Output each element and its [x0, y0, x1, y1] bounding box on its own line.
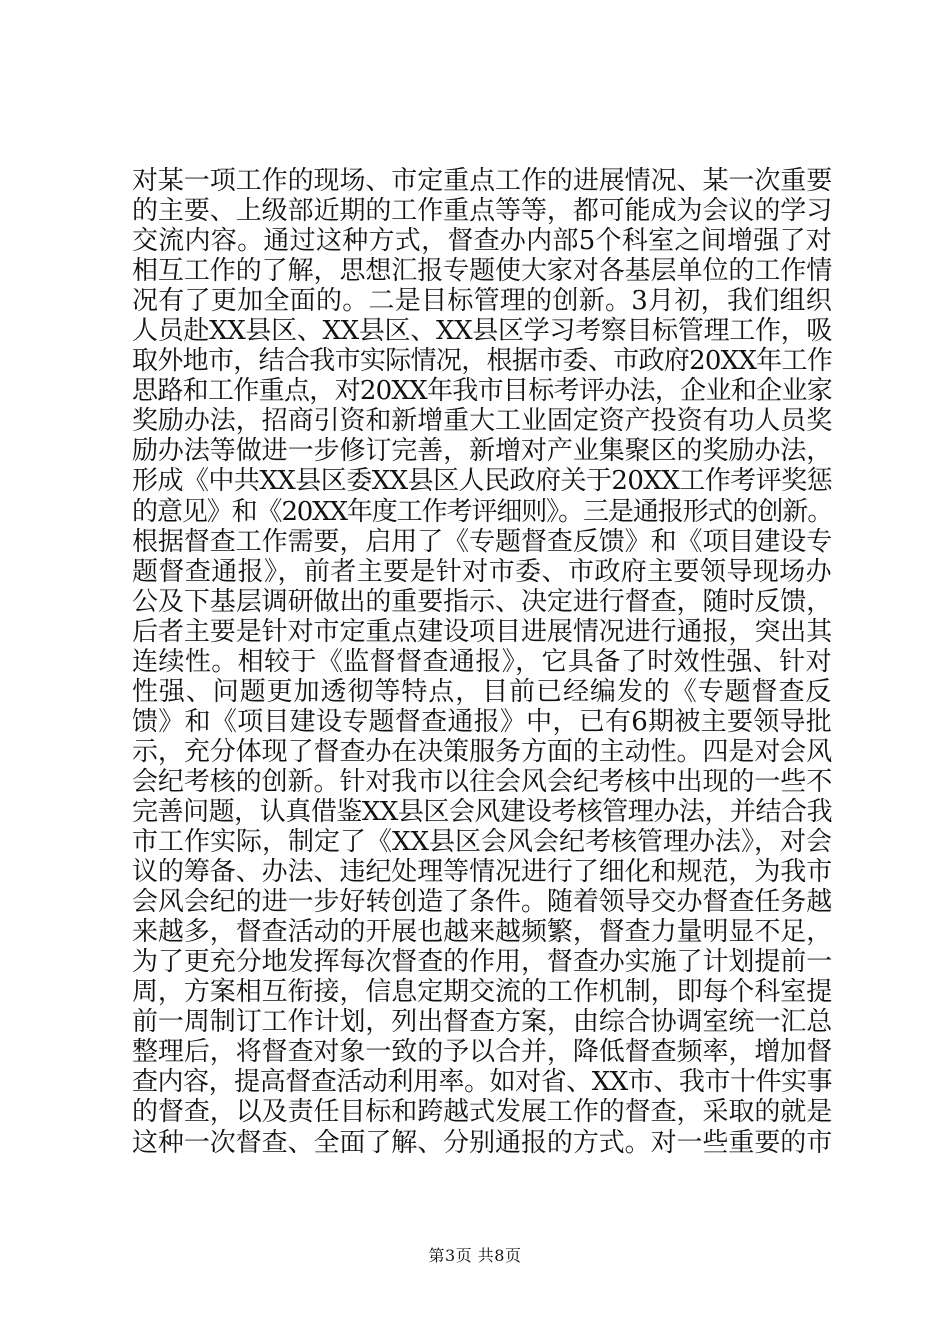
text-line: 况有了更加全面的。二是目标管理的创新。3月初，我们组织 — [132, 286, 832, 317]
text-line: 相互工作的了解，思想汇报专题使大家对各基层单位的工作情 — [132, 256, 832, 287]
text-line: 示，充分体现了督查办在决策服务方面的主动性。四是对会风 — [132, 736, 832, 767]
text-line: 整理后，将督查对象一致的予以合并，降低督查频率，增加督 — [132, 1037, 832, 1068]
text-line: 思路和工作重点，对20XX年我市目标考评办法，企业和企业家 — [132, 376, 832, 407]
text-line: 对某一项工作的现场、市定重点工作的进展情况、某一次重要 — [132, 166, 832, 196]
text-line: 交流内容。通过这种方式，督查办内部5个科室之间增强了对 — [132, 226, 832, 257]
text-line: 后者主要是针对市定重点建设项目进展情况进行通报，突出其 — [132, 616, 832, 647]
text-line: 人员赴XX县区、XX县区、XX县区学习考察目标管理工作，吸 — [132, 316, 832, 347]
text-line: 取外地市，结合我市实际情况，根据市委、市政府20XX年工作 — [132, 346, 832, 377]
text-line: 连续性。相较于《监督督查通报》，它具备了时效性强、针对 — [132, 646, 832, 677]
text-line: 周，方案相互衔接，信息定期交流的工作机制，即每个科室提 — [132, 977, 832, 1008]
body-paragraph — [132, 166, 832, 1158]
text-line: 的督查，以及责任目标和跨越式发展工作的督查，采取的就是 — [132, 1097, 832, 1128]
text-line: 公及下基层调研做出的重要指示、决定进行督查，随时反馈， — [132, 586, 832, 617]
page-number-footer: 第3页 共8页 — [428, 1246, 522, 1265]
text-line: 奖励办法，招商引资和新增重大工业固定资产投资有功人员奖 — [132, 406, 832, 437]
text-line: 根据督查工作需要，启用了《专题督查反馈》和《项目建设专 — [132, 526, 832, 557]
text-line: 题督查通报》，前者主要是针对市委、市政府主要领导现场办 — [132, 556, 832, 587]
text-line: 为了更充分地发挥每次督查的作用，督查办实施了计划提前一 — [132, 947, 832, 978]
text-line: 会纪考核的创新。针对我市以往会风会纪考核中出现的一些不 — [132, 766, 832, 797]
text-line: 完善问题，认真借鉴XX县区会风建设考核管理办法，并结合我 — [132, 796, 832, 827]
text-line: 馈》和《项目建设专题督查通报》中，已有6期被主要领导批 — [132, 706, 832, 737]
text-line: 查内容，提高督查活动利用率。如对省、XX市、我市十件实事 — [132, 1067, 832, 1098]
text-line: 前一周制订工作计划，列出督查方案，由综合协调室统一汇总 — [132, 1007, 832, 1038]
text-line: 这种一次督查、全面了解、分别通报的方式。对一些重要的市 — [132, 1127, 832, 1158]
text-line: 来越多，督查活动的开展也越来越频繁，督查力量明显不足， — [132, 917, 832, 948]
text-line: 的主要、上级部近期的工作重点等等，都可能成为会议的学习 — [132, 196, 832, 227]
text-line: 市工作实际，制定了《XX县区会风会纪考核管理办法》，对会 — [132, 827, 833, 858]
text-line: 性强、问题更加透彻等特点，目前已经编发的《专题督查反 — [132, 676, 832, 707]
text-line: 的意见》和《20XX年度工作考评细则》。三是通报形式的创新。 — [132, 496, 832, 527]
text-line: 励办法等做进一步修订完善，新增对产业集聚区的奖励办法， — [132, 436, 832, 467]
text-line: 会风会纪的进一步好转创造了条件。随着领导交办督查任务越 — [132, 887, 832, 918]
text-line: 议的筹备、办法、违纪处理等情况进行了细化和规范，为我市 — [132, 857, 832, 888]
text-line: 形成《中共XX县区委XX县区人民政府关于20XX工作考评奖惩 — [132, 466, 832, 497]
